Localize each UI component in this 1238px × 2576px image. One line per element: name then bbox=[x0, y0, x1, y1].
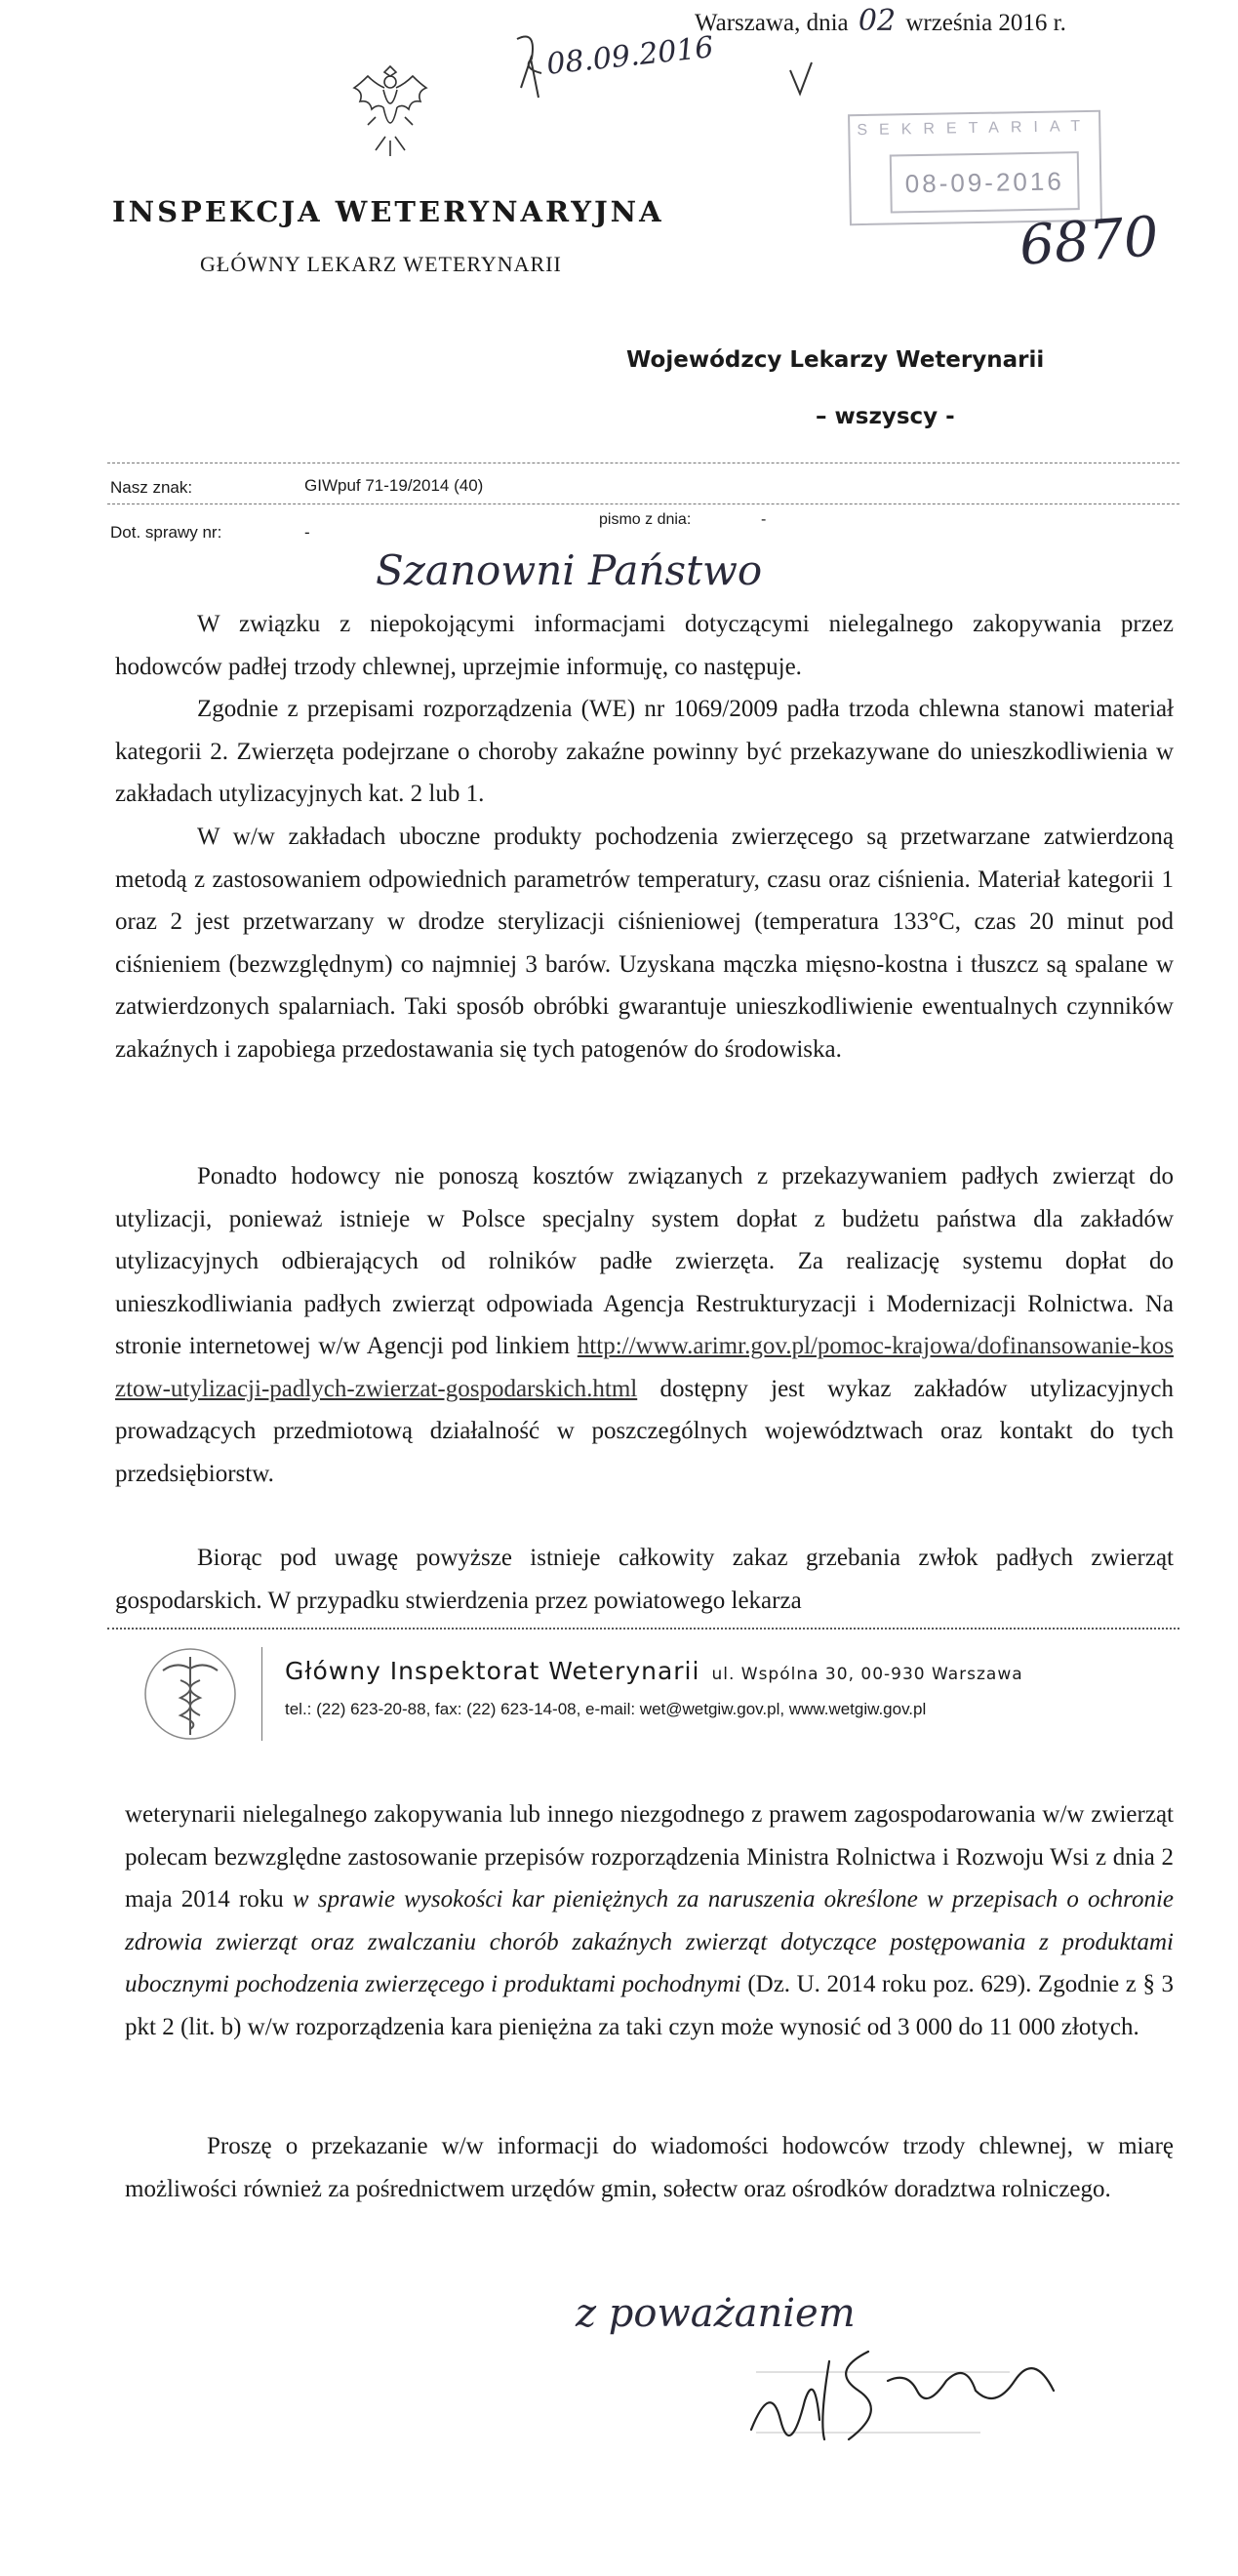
paragraph-3-text: W w/w zakładach uboczne produkty pochodzenia zwierzęcego są przetwarzane zatwierdzoną metodą z zastosowaniem odpowiednich parametrów temperatury, czasu oraz ciśnienia. Materiał kategorii 1 oraz 2 jest przetwarzany w drodze sterylizacji ciśnieniowej (temperatura 133°C, czas 20 minut pod ciśnieniem (bezwzględnym) co najmniej 3 barów. Uzyskana mączka mięsno-kostna i tłuszcz są spalane w zatwierdzonych spalarniach. Taki sposób obróbki gwarantuje unieszkodliwienie ewentualnych czynników zakaźnych i zapobiega przedostawania się tych patogenów do środowiska. bbox=[115, 824, 1174, 1063]
paragraph-5-cont-text: weterynarii nielegalnego zakopywania lub innego niezgodnego z prawem zagospodarowania w/w zwierząt polecam bezwzględne zastosowanie przepisów rozporządzenia Ministra Rolnictwa i Rozwoju Wsi z dnia 2 maja 2014 roku bbox=[125, 1801, 1174, 1912]
paragraph-4-text: Ponadto hodowcy nie ponoszą kosztów związanych z przekazywaniem padłych zwierząt do utylizacji, ponieważ istnieje w Polsce specjalny system dopłat z budżetu państwa dla zakładów utylizacyjnych odbierających od rolników padłe zwierzęta. Za realizację systemu dopłat do unieszkodliwiania padłych zwierząt odpowiada Agencja Restrukturyzacji i Modernizacji Rolnictwa. Na stronie internetowej w/w Agencji pod linkiem bbox=[115, 1163, 1174, 1359]
case-value: - bbox=[304, 523, 310, 542]
paragraph-5 bbox=[115, 1537, 1174, 1622]
case-label: Dot. sprawy nr: bbox=[110, 523, 222, 542]
paragraph-1-text: W związku z niepokojącymi informacjami dotyczącymi nielegalnego zakopywania przez hodowców padłej trzody chlewnej, uprzejmie informuję, co następuje. bbox=[115, 611, 1174, 680]
regulation-title: w sprawie wysokości kar pieniężnych za naruszenia określone w przepisach o ochronie zdrowia zwierząt oraz zwalczaniu chorób zakaźnych zwierząt dotyczące postępowania z produktami ubocznymi pochodzenia zwierzęcego i produktami pochodnymi bbox=[125, 1886, 1174, 1997]
footer-contact: tel.: (22) 623-20-88, fax: (22) 623-14-08, e-mail: wet@wetgiw.gov.pl, www.wetgiw.gov.pl bbox=[285, 1700, 927, 1718]
footer-address: ul. Wspólna 30, 00-930 Warszawa bbox=[711, 1665, 1023, 1684]
divider-ref bbox=[107, 503, 1179, 504]
stamp-date-box bbox=[890, 151, 1080, 213]
paragraph-2-text: Zgodnie z przepisami rozporządzenia (WE) nr 1069/2009 padła trzoda chlewna stanowi materiał kategorii 2. Zwierzęta podejrzane o choroby zakaźne powinny być przekazywane do unieszkodliwienia w zakładach utylizacyjnych kat. 2 lub 1. bbox=[115, 696, 1174, 807]
paragraph-1 bbox=[115, 603, 1174, 688]
paragraph-3 bbox=[115, 816, 1174, 1070]
paragraph-4 bbox=[115, 1155, 1174, 1495]
institution-name: INSPEKCJA WETERYNARYJNA bbox=[112, 195, 664, 228]
arimr-link[interactable]: http://www.arimr.gov.pl/pomoc-krajowa/dofinansowanie-kosztow-utylizacji-padlych-zwierzat-gospodarskich.html bbox=[115, 1333, 1175, 1402]
footer-divider bbox=[107, 1628, 1179, 1630]
letter-date-label: pismo z dnia: bbox=[599, 511, 692, 528]
paragraph-5-continued bbox=[125, 1793, 1174, 2048]
footer-vline bbox=[261, 1647, 262, 1741]
paragraph-4-text-end: dostępny jest wykaz zakładów utylizacyjnych prowadzących przedmiotową działalność w poszczególnych województwach oraz kontakt do tych przedsiębiorstw. bbox=[115, 1375, 1175, 1487]
date-city: Warszawa, dnia bbox=[695, 10, 849, 36]
footer-name-line bbox=[285, 1657, 1023, 1685]
our-sign-label: Nasz znak: bbox=[110, 478, 193, 497]
stamp-label: SEKRETARIAT bbox=[857, 117, 1093, 140]
eagle-emblem bbox=[346, 59, 434, 166]
footer-name: Główny Inspektorat Weterynarii bbox=[285, 1657, 700, 1685]
handwritten-initials bbox=[507, 20, 566, 127]
salutation: Szanowni Państwo bbox=[376, 546, 763, 594]
addressee-all: – wszyscy - bbox=[816, 404, 955, 429]
office-name: GŁÓWNY LEKARZ WETERYNARII bbox=[200, 252, 562, 276]
date-month-year: września 2016 r. bbox=[905, 10, 1066, 36]
date-day: 02 bbox=[858, 4, 897, 38]
addressee-line: Wojewódzcy Lekarzy Weterynarii bbox=[626, 347, 1045, 373]
paragraph-2 bbox=[115, 688, 1174, 816]
signature bbox=[741, 2322, 1093, 2469]
paragraph-6 bbox=[125, 2125, 1174, 2210]
check-mark bbox=[786, 60, 816, 100]
paragraph-6-text: Proszę o przekazanie w/w informacji do wiadomości hodowców trzody chlewnej, w miarę możliwości również za pośrednictwem urzędów gmin, sołectw oraz ośrodków doradztwa rolniczego. bbox=[125, 2133, 1174, 2202]
paragraph-5-text: Biorąc pod uwagę powyższe istnieje całkowity zakaz grzebania zwłok padłych zwierząt gospodarskich. W przypadku stwierdzenia przez powiatowego lekarza bbox=[115, 1545, 1174, 1614]
letter-date-value: - bbox=[761, 511, 767, 528]
stamp-date: 08-09-2016 bbox=[904, 166, 1065, 199]
registry-stamp bbox=[848, 110, 1102, 226]
caduceus-logo bbox=[141, 1645, 239, 1743]
closing: z poważaniem bbox=[576, 2291, 856, 2336]
handwritten-annotation: 08.09.2016 bbox=[544, 30, 716, 82]
handwritten-number: 6870 bbox=[1017, 205, 1161, 278]
our-sign-value: GIWpuf 71-19/2014 (40) bbox=[304, 476, 484, 495]
paragraph-5-cont-end: (Dz. U. 2014 roku poz. 629). Zgodnie z § 3 pkt 2 (lit. b) w/w rozporządzenia kara pieniężna za taki czyn może wynosić od 3 000 do 11 000 złotych. bbox=[125, 1971, 1175, 2040]
date-line bbox=[695, 4, 1066, 38]
